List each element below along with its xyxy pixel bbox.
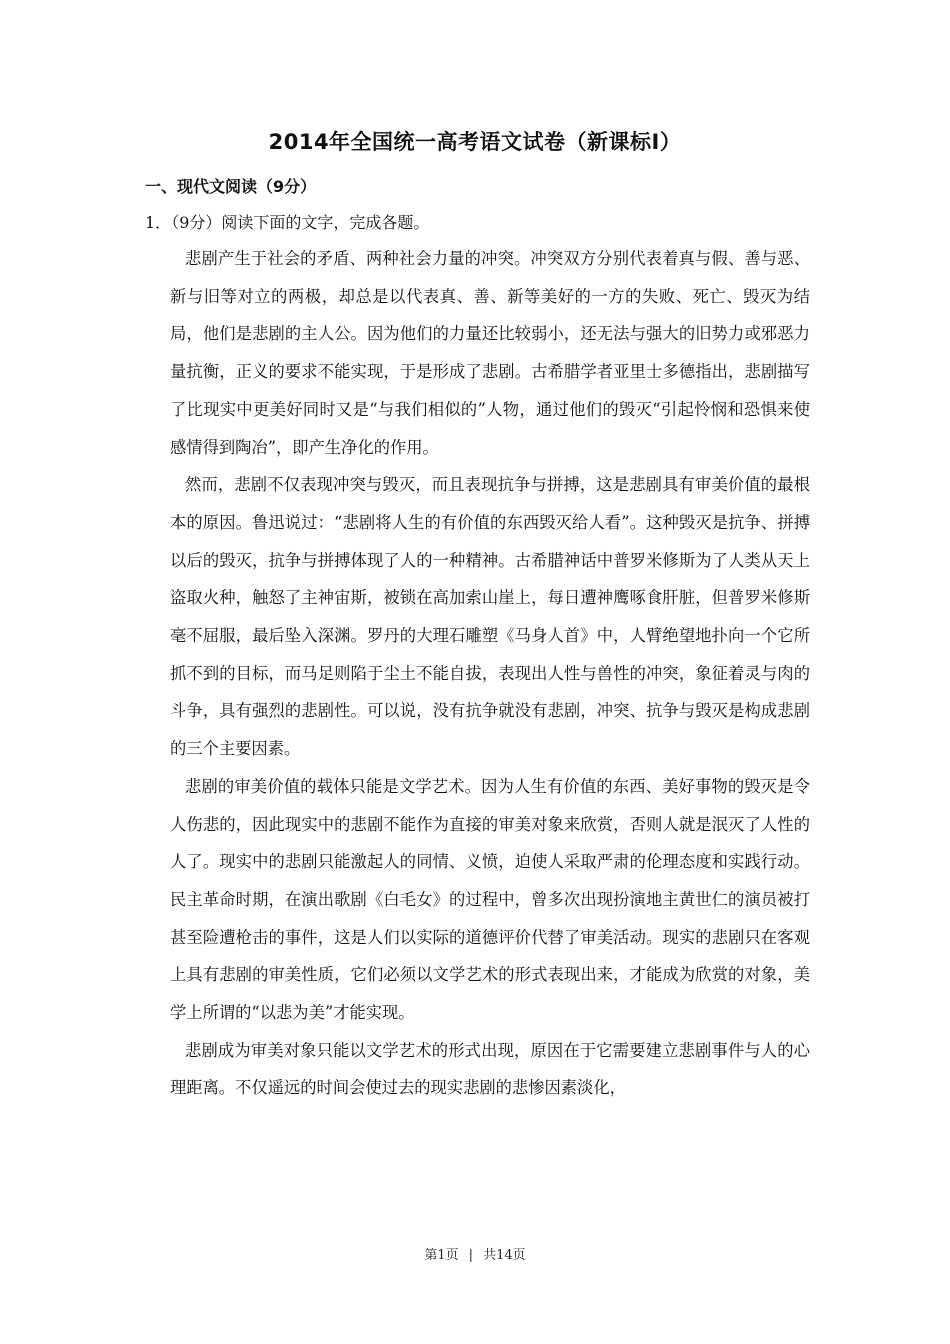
- question-prompt: （9分）阅读下面的文字，完成各题。: [171, 213, 430, 232]
- passage-paragraph-3: 悲剧的审美价值的载体只能是文学艺术。因为人生有价值的东西、美好事物的毁灭是令人伤悲的，因此现实中的悲剧不能作为直接的审美对象来欣赏，否则人就是泯灭了人性的人了。现实中的悲剧只能激起人的同情、义愤，迫使人采取严肃的伦理态度和实践行动。民主革命时期，在演出歌剧《白毛女》的过程中，曾多次出现扮演地主黄世仁的演员被打甚至险遭枪击的事件，这是人们以实际的道德评价代替了审美活动。现实的悲剧只在客观上具有悲剧的审美性质，它们必须以文学艺术的形式表现出来，才能成为欣赏的对象，美学上所谓的“以悲为美”才能实现。: [170, 776, 810, 1023]
- passage-paragraph-4: 悲剧成为审美对象只能以文学艺术的形式出现，原因在于它需要建立悲剧事件与人的心理距离。不仅遥远的时间会使过去的现实悲剧的悲惨因素淡化，: [170, 1040, 810, 1098]
- question-1: [145, 210, 429, 233]
- passage-paragraph-2: 然而，悲剧不仅表现冲突与毁灭，而且表现抗争与拼搏，这是悲剧具有审美价值的最根本的原因。鲁迅说过：“悲剧将人生的有价值的东西毁灭给人看”。这种毁灭是抗争、拼搏以后的毁灭，抗争与拼搏体现了人的一种精神。古希腊神话中普罗米修斯为了人类从天上盗取火种，触怒了主神宙斯，被锁在高加索山崖上，每日遭神鹰啄食肝脏，但普罗米修斯毫不屈服，最后坠入深渊。罗丹的大理石雕塑《马身人首》中，人臂绝望地扑向一个它所抓不到的目标，而马足则陷于尘土不能自拔，表现出人性与兽性的冲突，象征着灵与肉的斗争，具有强烈的悲剧性。可以说，没有抗争就没有悲剧，冲突、抗争与毁灭是构成悲剧的三个主要因素。: [170, 475, 810, 759]
- footer-separator: |: [468, 1248, 474, 1263]
- question-number: 1．: [145, 213, 172, 232]
- reading-passage: [170, 240, 810, 1107]
- document-title: 2014年全国统一高考语文试卷（新课标Ⅰ）: [268, 130, 682, 154]
- section-heading: 一、现代文阅读（9分）: [145, 177, 317, 196]
- passage-paragraph-1: 悲剧产生于社会的矛盾、两种社会力量的冲突。冲突双方分别代表着真与假、善与恶、新与旧等对立的两极，却总是以代表真、善、新等美好的一方的失败、死亡、毁灭为结局，他们是悲剧的主人公。因为他们的力量还比较弱小，还无法与强大的旧势力或邪恶力量抗衡，正义的要求不能实现，于是形成了悲剧。古希腊学者亚里士多德指出，悲剧描写了比现实中更美好同时又是“与我们相似的”人物，通过他们的毁灭“引起怜悯和恐惧来使感情得到陶冶”，即产生净化的作用。: [170, 249, 810, 457]
- page-total: 共14页: [483, 1248, 526, 1263]
- page-number: 第1页: [424, 1248, 459, 1263]
- page-footer: [0, 1244, 950, 1263]
